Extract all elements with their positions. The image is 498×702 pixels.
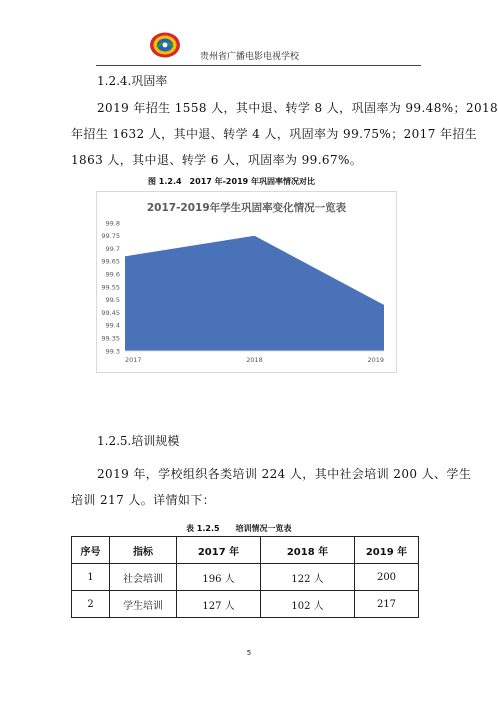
table-cell: 社会培训 [110,564,177,591]
page-number: 5 [246,649,252,657]
y-tick-label: 99.3 [105,347,120,356]
table-row [72,591,419,618]
school-name: 贵州省广播电影电视学校 [200,52,300,62]
y-tick-label: 99.5 [105,296,120,305]
x-tick-label: 2017 [125,356,142,364]
y-tick-label: 99.6 [105,270,120,279]
y-tick-label: 99.65 [101,257,120,266]
section-heading-retention: 1.2.4.巩固率 [97,74,168,88]
y-tick-label: 99.35 [101,334,120,343]
table-header-cell: 2017 年 [177,537,261,564]
table-cell: 2 [72,591,110,618]
school-logo-icon [148,31,182,59]
paragraph-line: 2019 年招生 1558 人，其中退、转学 8 人，巩固率为 99.48%；2018 [97,101,498,115]
retention-area-chart [96,191,397,373]
training-table [71,536,419,618]
table-header-cell: 2019 年 [355,537,419,564]
paragraph-line: 1863 人，其中退、转学 6 人，巩固率为 99.67%。 [71,153,363,167]
paragraph-line: 培训 217 人。详情如下： [71,493,216,507]
area-series [125,236,384,351]
table-cell: 122 人 [261,564,355,591]
table-header-cell: 序号 [72,537,110,564]
table-cell: 127 人 [177,591,261,618]
y-tick-label: 99.45 [101,308,120,317]
chart-title: 2017-2019年学生巩固率变化情况一览表 [146,202,347,214]
x-tick-label: 2018 [246,356,263,364]
table-cell: 200 [355,564,419,591]
y-tick-label: 99.7 [105,244,120,253]
table-row [72,564,419,591]
y-tick-label: 99.55 [101,283,120,292]
y-tick-label: 99.4 [105,321,120,330]
table-header-row [72,537,419,564]
table-cell: 196 人 [177,564,261,591]
table-cell: 217 [355,591,419,618]
header-divider [96,65,421,66]
paragraph-line: 年招生 1632 人，其中退、转学 4 人，巩固率为 99.75%；2017 年招生 [71,127,478,141]
table-cell: 学生培训 [110,591,177,618]
paragraph-line: 2019 年，学校组织各类培训 224 人，其中社会培训 200 人、学生 [97,467,472,481]
table-header-cell: 2018 年 [261,537,355,564]
x-tick-label: 2019 [367,356,384,364]
y-tick-label: 99.75 [101,232,120,241]
table-header-cell: 指标 [110,537,177,564]
y-tick-label: 99.8 [105,219,120,228]
figure-caption: 图 1.2.4 2017 年-2019 年巩固率情况对比 [148,177,315,186]
table-caption: 表 1.2.5 培训情况一览表 [186,524,292,533]
table-cell: 1 [72,564,110,591]
section-heading-training: 1.2.5.培训规模 [97,434,180,448]
table-cell: 102 人 [261,591,355,618]
